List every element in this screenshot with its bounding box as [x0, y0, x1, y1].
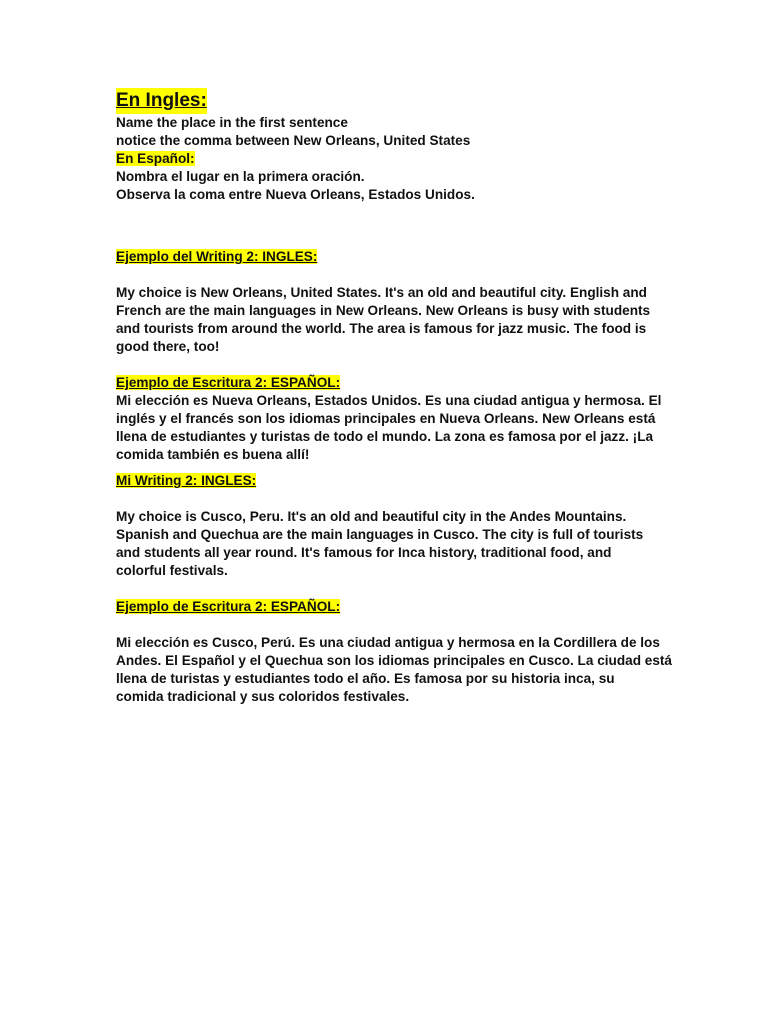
- paragraph-line: inglés y el francés son los idiomas principales en Nueva Orleans. New Orleans está: [116, 411, 656, 426]
- section-heading: Ejemplo del Writing 2: INGLES:: [116, 249, 318, 264]
- paragraph-line: good there, too!: [116, 339, 220, 354]
- paragraph-line: comida tradicional y sus coloridos festivales.: [116, 689, 410, 704]
- section-example-escritura-espanol: [116, 374, 662, 464]
- paragraph-line: My choice is New Orleans, United States. It's an old and beautiful city. English and: [116, 285, 647, 300]
- intro-block: [116, 88, 656, 204]
- intro-es-label: En Español:: [116, 151, 195, 166]
- paragraph-line: colorful festivals.: [116, 563, 228, 578]
- intro-es-line-1: Nombra el lugar en la primera oración.: [116, 169, 365, 184]
- paragraph-line: llena de turistas y estudiantes todo el año. Es famosa por su historia inca, su: [116, 671, 615, 686]
- intro-en-line-2: notice the comma between New Orleans, United States: [116, 133, 471, 148]
- section-paragraph: [116, 284, 656, 356]
- intro-es-line-2: Observa la coma entre Nueva Orleans, Estados Unidos.: [116, 187, 475, 202]
- section-my-escritura-espanol: [116, 598, 672, 706]
- section-my-writing-english: [116, 472, 656, 580]
- section-paragraph: [116, 392, 662, 464]
- paragraph-line: Spanish and Quechua are the main languages in Cusco. The city is full of tourists: [116, 527, 644, 542]
- paragraph-line: Mi elección es Nueva Orleans, Estados Unidos. Es una ciudad antigua y hermosa. El: [116, 393, 662, 408]
- section-paragraph: [116, 634, 672, 706]
- intro-title: En Ingles:: [116, 88, 207, 114]
- paragraph-line: My choice is Cusco, Peru. It's an old and beautiful city in the Andes Mountains.: [116, 509, 627, 524]
- section-heading: Ejemplo de Escritura 2: ESPAÑOL:: [116, 599, 341, 614]
- document-page: [116, 88, 672, 706]
- paragraph-line: and tourists from around the world. The area is famous for jazz music. The food is: [116, 321, 647, 336]
- paragraph-line: and students all year round. It's famous for Inca history, traditional food, and: [116, 545, 612, 560]
- intro-en-line-1: Name the place in the first sentence: [116, 115, 348, 130]
- paragraph-line: French are the main languages in New Orleans. New Orleans is busy with students: [116, 303, 651, 318]
- paragraph-line: comida también es buena allí!: [116, 447, 310, 462]
- section-heading: Mi Writing 2: INGLES:: [116, 473, 257, 488]
- paragraph-line: Andes. El Español y el Quechua son los idiomas principales en Cusco. La ciudad está: [116, 653, 672, 668]
- section-paragraph: [116, 508, 656, 580]
- section-heading: Ejemplo de Escritura 2: ESPAÑOL:: [116, 375, 341, 390]
- section-example-writing-english: [116, 248, 656, 356]
- paragraph-line: Mi elección es Cusco, Perú. Es una ciudad antigua y hermosa en la Cordillera de los: [116, 635, 660, 650]
- paragraph-line: llena de estudiantes y turistas de todo el mundo. La zona es famosa por el jazz. ¡La: [116, 429, 654, 444]
